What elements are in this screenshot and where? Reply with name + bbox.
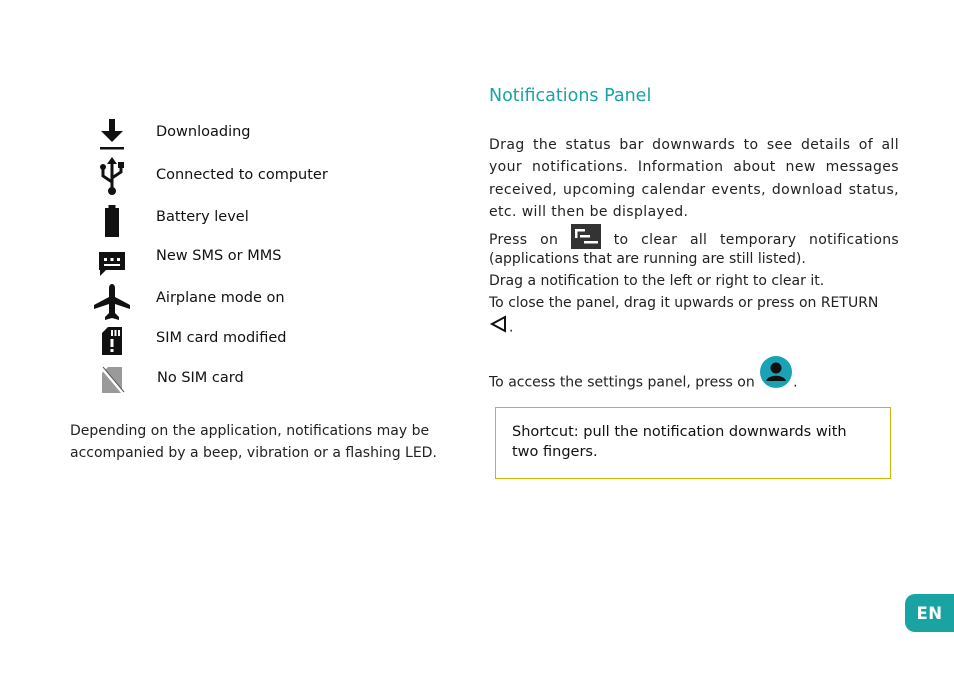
sms-icon [92, 244, 132, 284]
swipe-to-clear-line: Drag a notification to the left or right to clear it. [489, 273, 825, 290]
drag-status-bar-paragraph: Drag the status bar downwards to see details of all your notifications. Information about new messages received, upcoming calendar events, download status, etc. will then be displayed. [489, 137, 899, 221]
status-row-sim-modified [92, 321, 287, 361]
battery-icon [92, 201, 132, 241]
status-label: Battery level [156, 209, 249, 225]
notifications-panel-body [489, 134, 899, 404]
close-panel-line: To close the panel, drag it upwards or press on RETURN [489, 295, 879, 312]
settings-panel-text: To access the settings panel, press on [489, 374, 755, 391]
section-title: Notifications Panel [489, 86, 652, 106]
status-label: New SMS or MMS [156, 248, 282, 264]
clear-temporary-text: to clear all temporary notifications [613, 231, 899, 248]
return-icon [489, 315, 509, 340]
language-tab: EN [905, 594, 954, 632]
status-row-usb [92, 156, 328, 196]
download-icon [92, 114, 132, 154]
status-row-airplane [92, 282, 285, 322]
sim-modified-icon [92, 321, 132, 361]
running-apps-note: (applications that are running are still listed). [489, 250, 806, 267]
settings-panel-line: To access the settings panel, press on . [489, 362, 899, 403]
clear-notifications-line [489, 224, 899, 248]
status-row-downloading [92, 114, 251, 154]
return-line: . [489, 315, 899, 340]
status-label: No SIM card [157, 370, 244, 386]
user-settings-icon [759, 355, 793, 396]
status-row-no-sim [92, 360, 244, 400]
status-label: Airplane mode on [156, 290, 285, 306]
no-sim-icon [92, 360, 132, 400]
airplane-icon [92, 282, 132, 322]
shortcut-note-box: Shortcut: pull the notification downwards with two fingers. [495, 407, 891, 479]
status-label: Downloading [156, 124, 251, 140]
usb-icon [92, 156, 132, 196]
status-row-sms [92, 244, 282, 284]
status-label: SIM card modified [156, 330, 287, 346]
press-on-text: Press on [489, 231, 559, 248]
notification-sound-paragraph: Depending on the application, notifications may be accompanied by a beep, vibration or a flashing LED. [70, 423, 437, 461]
status-row-battery [92, 201, 249, 241]
status-label: Connected to computer [156, 167, 328, 183]
